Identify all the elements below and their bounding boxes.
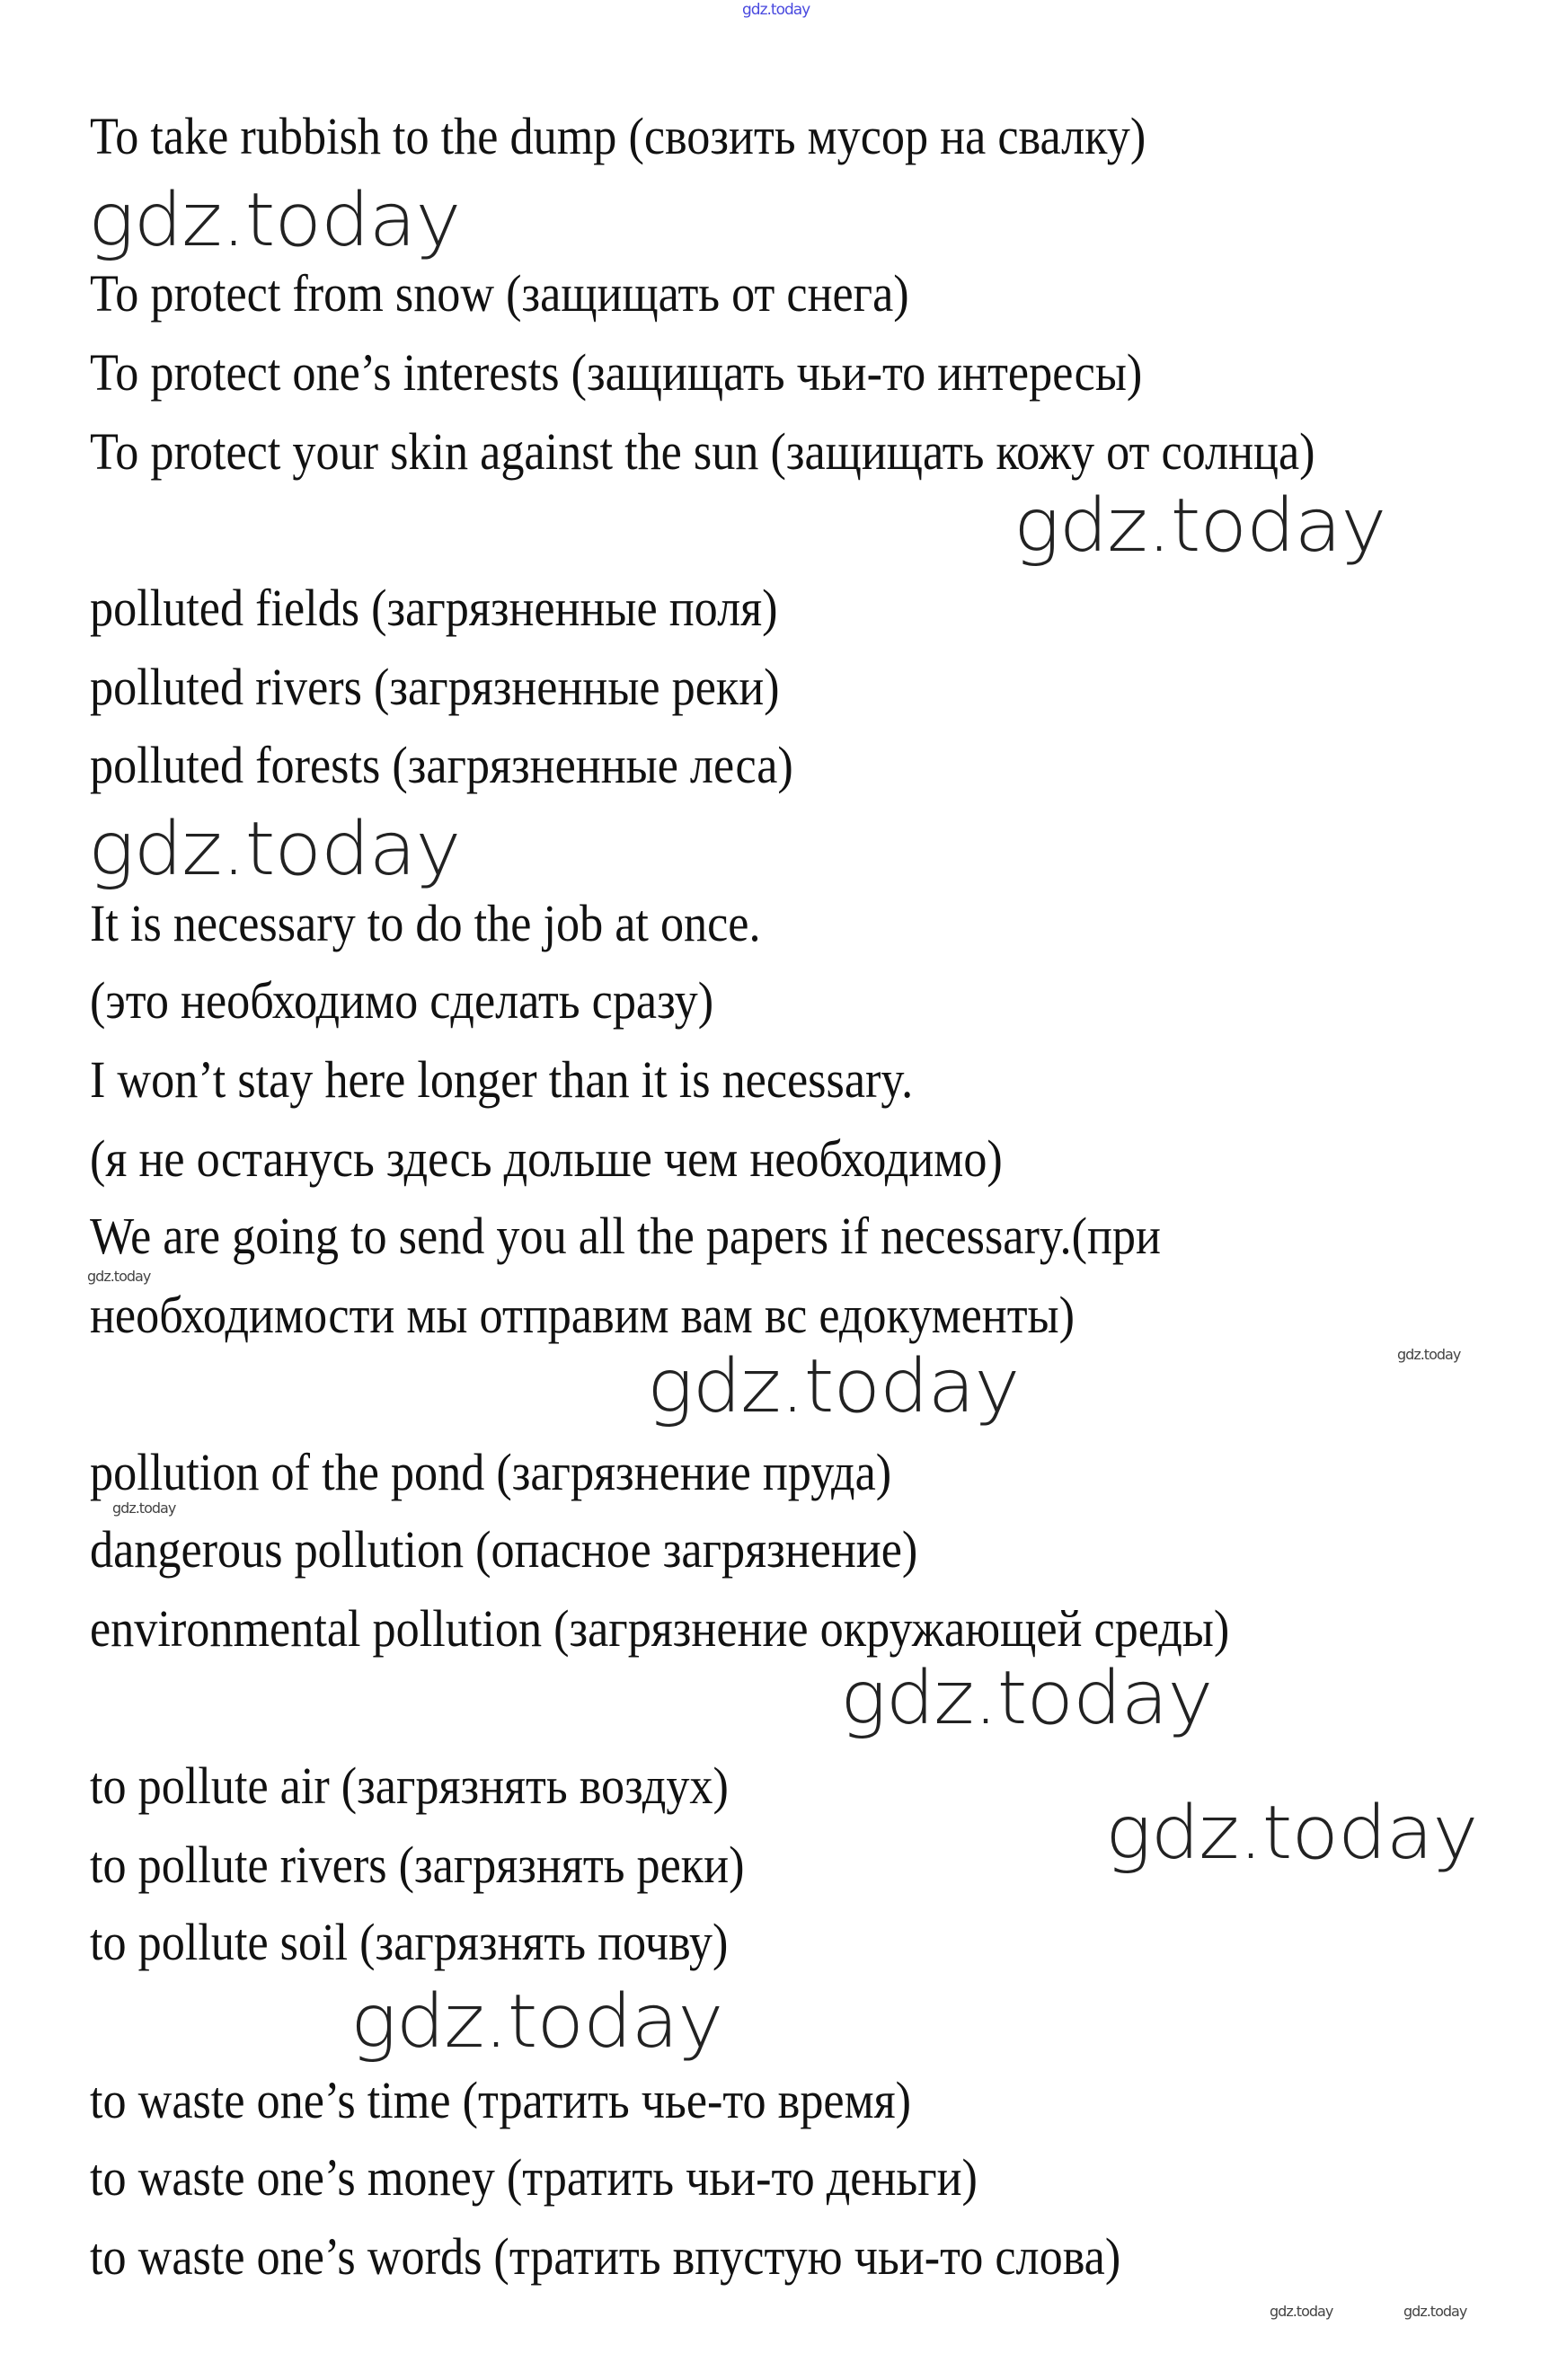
text-line: to pollute soil (загрязнять почву) — [90, 1913, 729, 1971]
text-line: I won’t stay here longer than it is necessary. — [90, 1050, 914, 1109]
watermark-logo: gdz.today — [88, 178, 461, 263]
text-line: необходимости мы отправим вам вс едокументы) — [90, 1286, 1075, 1344]
watermark-logo: gdz.today — [1014, 483, 1386, 569]
watermark-logo: gdz.today — [840, 1656, 1213, 1741]
text-line: to pollute rivers (загрязнять реки) — [90, 1836, 745, 1894]
watermark-logo: gdz.today — [1397, 1346, 1461, 1363]
watermark-logo: gdz.today — [88, 807, 461, 892]
text-line: It is necessary to do the job at once. — [90, 894, 761, 952]
watermark-logo: gdz.today — [742, 1, 810, 19]
text-line: To protect one’s interests (защищать чьи-то интересы) — [90, 343, 1143, 402]
watermark-logo: gdz.today — [1105, 1791, 1478, 1876]
watermark-logo: gdz.today — [1403, 2303, 1467, 2320]
text-line: (это необходимо сделать сразу) — [90, 971, 714, 1030]
text-line: to waste one’s words (тратить впустую чьи-то слова) — [90, 2227, 1121, 2286]
watermark-logo: gdz.today — [350, 1979, 723, 2065]
text-line: to waste one’s money (тратить чьи-то деньги) — [90, 2148, 978, 2207]
watermark-logo: gdz.today — [112, 1500, 176, 1517]
watermark-logo: gdz.today — [87, 1268, 151, 1285]
text-line: To take rubbish to the dump (свозить мусор на свалку) — [90, 107, 1146, 165]
text-line: dangerous pollution (опасное загрязнение) — [90, 1520, 918, 1579]
text-line: polluted forests (загрязненные леса) — [90, 736, 793, 794]
text-line: (я не останусь здесь дольше чем необходимо) — [90, 1129, 1003, 1188]
text-line: To protect from snow (защищать от снега) — [90, 264, 909, 323]
text-line: We are going to send you all the papers if necessary.(при — [90, 1207, 1161, 1265]
text-line: to waste one’s time (тратить чье-то время) — [90, 2071, 912, 2129]
text-line: polluted fields (загрязненные поля) — [90, 579, 778, 637]
text-line: pollution of the pond (загрязнение пруда) — [90, 1443, 892, 1501]
watermark-logo: gdz.today — [1270, 2303, 1333, 2320]
watermark-logo: gdz.today — [647, 1344, 1020, 1429]
text-line: to pollute air (загрязнять воздух) — [90, 1756, 729, 1815]
text-line: polluted rivers (загрязненные реки) — [90, 658, 780, 716]
text-line: environmental pollution (загрязнение окружающей среды) — [90, 1599, 1230, 1658]
text-line: To protect your skin against the sun (защищать кожу от солнца) — [90, 422, 1315, 481]
